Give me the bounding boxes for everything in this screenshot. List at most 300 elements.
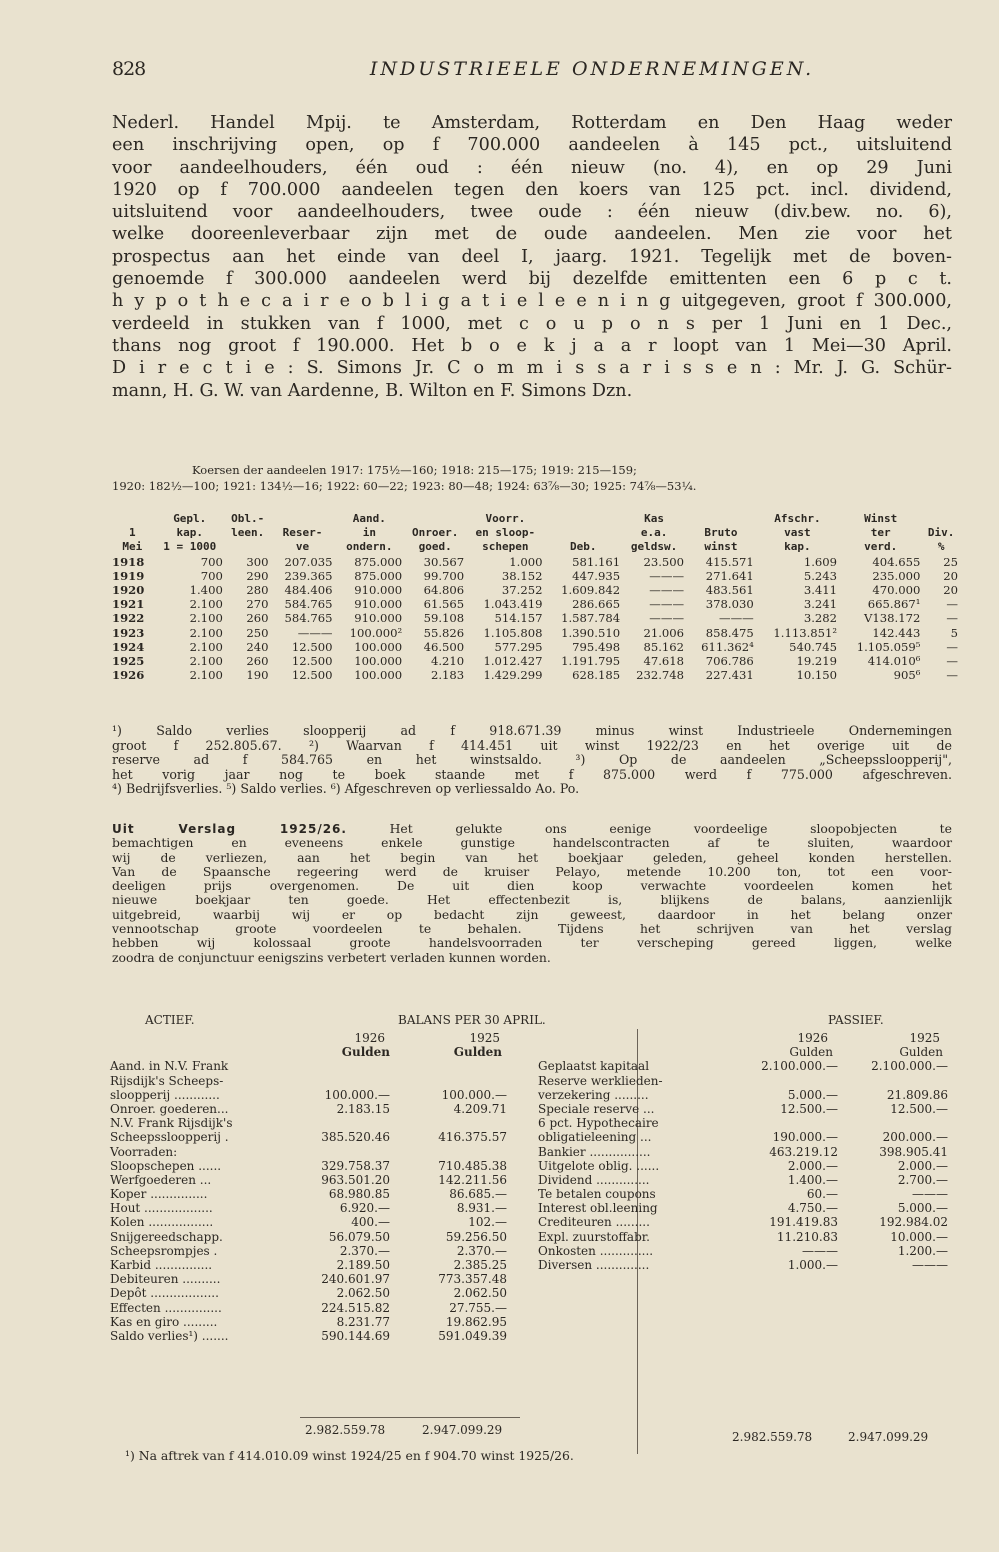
table-cell: 2.100 — [189, 639, 223, 654]
table-cell: 1.400 — [189, 583, 223, 598]
table-cell: 2.100 — [189, 654, 223, 669]
table-cell: 37.252 — [501, 583, 543, 598]
table-header-cell: vast — [784, 526, 811, 540]
balance-row — [110, 1272, 630, 1286]
balance-row — [538, 1102, 958, 1116]
table-cell: 25 — [943, 554, 958, 569]
table-cell: 235.000 — [872, 568, 921, 583]
balance-row — [110, 1286, 630, 1300]
balance-item-label: Uitgelote oblig. ...... — [538, 1158, 660, 1173]
balance-item-label: Werfgoederen ... — [110, 1172, 212, 1187]
table-cell: 2.100 — [189, 668, 223, 683]
table-cell: 3.282 — [803, 611, 838, 626]
year-1925: 1925 — [909, 1031, 940, 1045]
balance-footnote: ¹) Na aftrek van f 414.010.09 winst 1924/25 en f 904.70 winst 1925/26. — [125, 1448, 574, 1463]
table-cell: 1.012.427 — [483, 654, 543, 669]
table-cell: 1.587.784 — [561, 611, 621, 626]
balance-item-label: Scheepsrompjes . — [110, 1243, 218, 1258]
footnote-line: groot f 252.805.67. ²) Waarvan f 414.451 uit winst 1922/23 en het overige uit de — [112, 737, 952, 753]
table-cell: — — [946, 668, 958, 683]
balance-item-label: Dividend .............. — [538, 1172, 650, 1187]
balance-item-label: Speciale reserve ... — [538, 1101, 655, 1116]
table-cell: 483.561 — [705, 583, 754, 598]
intro-line: 1920 op f 700.000 aandeelen tegen den koers van 125 pct. incl. dividend, — [112, 179, 952, 200]
balance-row — [110, 1329, 630, 1343]
balance-row — [538, 1215, 958, 1229]
table-cell: 1.429.299 — [483, 668, 543, 683]
table-cell: 700 — [200, 568, 223, 583]
total-activa-1925: 2.947.099.29 — [422, 1423, 503, 1437]
intro-line: verdeeld in stukken van f 1000, met c o u p o n s per 1 Juni en 1 Dec., — [112, 313, 952, 334]
table-cell: 875.000 — [354, 568, 403, 583]
table-cell: 290 — [246, 568, 269, 583]
table-cell: 1.105.059⁵ — [856, 639, 921, 654]
balance-row — [538, 1130, 958, 1144]
table-cell: 10.150 — [796, 668, 838, 683]
balance-value-1925: 10.000.— — [890, 1229, 948, 1244]
table-header-cell: Voorr. — [485, 512, 526, 525]
financial-history-table — [110, 512, 960, 682]
balance-value-1926: 329.758.37 — [321, 1158, 390, 1173]
table-header-cell: ondern. — [346, 540, 393, 554]
table-cell: — — [946, 611, 958, 626]
table-row — [110, 555, 960, 569]
table-cell: 584.765 — [284, 597, 333, 612]
footnote-line: ⁴) Bedrijfsverlies. ⁵) Saldo verlies. ⁶) Afgeschreven op verliessaldo Ao. Po. — [112, 781, 580, 797]
annual-report-excerpt — [112, 822, 952, 965]
report-line: uitgebreid, waarbij wij er op bedacht zijn geweest, daardoor in het belang onzer — [112, 906, 952, 922]
report-line: bemachtigen en eveneens enkele gunstige handelscontracten af te sluiten, waardoor — [112, 835, 952, 851]
balance-value-1925: 416.375.57 — [438, 1130, 507, 1145]
balance-item-label: Sloopschepen ...... — [110, 1158, 222, 1173]
balance-value-1926: 2.062.50 — [336, 1286, 390, 1301]
table-cell: 207.035 — [284, 554, 333, 569]
table-header-cell: geldsw. — [630, 540, 678, 554]
balance-value-1925: 192.984.02 — [879, 1215, 948, 1230]
year-1926: 1926 — [797, 1031, 828, 1045]
report-line: hebben wij kolossaal groote handelsvoorraden ter verscheping gereed liggen, welke — [112, 935, 952, 951]
balance-value-1925: 710.485.38 — [438, 1158, 507, 1173]
year-1926: 1926 — [354, 1031, 385, 1045]
intro-line: h y p o t h e c a i r e o b l i g a t i e l e e n i n g uitgegeven, groot f 300.000, — [112, 291, 952, 312]
balance-item-label: Scheepssloopperij . — [110, 1130, 229, 1145]
activa-sum-rule — [300, 1417, 520, 1418]
balance-item-label: Kolen ................. — [110, 1215, 214, 1230]
table-cell: 100.000² — [349, 625, 403, 640]
table-header-cell: kap. — [176, 526, 203, 540]
intro-line: genoemde f 300.000 aandeelen werd bij dezelfde emittenten een 6 p c t. — [112, 269, 952, 290]
balance-value-1925: 773.357.48 — [438, 1272, 507, 1287]
intro-line: voor aandeelhouders, één oud : één nieuw (no. 4), en op 29 Juni — [112, 157, 952, 178]
table-cell: 250 — [246, 625, 269, 640]
balance-value-1926: 463.219.12 — [769, 1144, 838, 1159]
balance-item-label: Te betalen coupons — [538, 1187, 656, 1202]
balance-value-1925: 59.256.50 — [445, 1229, 507, 1244]
table-row — [110, 611, 960, 625]
report-text: Het gelukte ons eenige voordeelige sloopobjecten te — [389, 821, 952, 836]
table-cell: 5 — [950, 625, 958, 640]
unit-1926: Gulden — [341, 1045, 390, 1060]
table-cell: 581.161 — [572, 554, 621, 569]
balance-row — [538, 1173, 958, 1187]
table-cell: 910.000 — [354, 597, 403, 612]
table-header-cell: ve — [295, 540, 310, 554]
year-cell: 1923 — [112, 625, 145, 640]
table-row — [110, 626, 960, 640]
balance-item-label: Aand. in N.V. Frank — [110, 1059, 229, 1074]
balance-value-1926: 1.400.— — [787, 1172, 838, 1187]
table-cell: 2.100 — [189, 611, 223, 626]
koersen-line-2: 1920: 182½—100; 1921: 134½—16; 1922: 60—22; 1923: 80—48; 1924: 63⅞—30; 1925: 74⅞—53¼. — [112, 479, 697, 493]
balance-item-label: Kas en giro ......... — [110, 1314, 218, 1329]
balance-item-label: Koper ............... — [110, 1187, 208, 1202]
year-cell: 1920 — [112, 583, 145, 598]
koersen-line-1: Koersen der aandeelen 1917: 175½—160; 1918: 215—175; 1919: 215—159; — [192, 463, 637, 477]
year-1925: 1925 — [469, 1031, 500, 1045]
balance-item-label: Hout .................. — [110, 1201, 213, 1216]
table-cell: 905⁶ — [893, 668, 921, 683]
balance-value-1926: 4.750.— — [787, 1201, 838, 1216]
balance-value-1925: 5.000.— — [897, 1201, 948, 1216]
table-cell: ——— — [649, 568, 685, 583]
balance-row — [538, 1230, 958, 1244]
year-cell: 1919 — [112, 568, 145, 583]
balance-item-label: 6 pct. Hypothecaire — [538, 1116, 659, 1131]
year-cell: 1926 — [112, 668, 145, 683]
table-cell: 1.113.851² — [773, 625, 838, 640]
table-header-cell: Onroer. — [412, 526, 459, 540]
balance-item-label: Reserve werklieden- — [538, 1073, 663, 1088]
report-heading: Uit Verslag 1925/26. — [112, 822, 347, 836]
balance-value-1925: ——— — [912, 1258, 948, 1272]
table-cell: 38.152 — [501, 568, 543, 583]
table-cell: 628.185 — [572, 668, 621, 683]
balance-value-1925: 2.700.— — [897, 1172, 948, 1187]
table-header-cell: Bruto — [704, 526, 738, 540]
table-cell: 100.000 — [354, 639, 403, 654]
table-cell: 20 — [943, 583, 958, 598]
balance-item-label: Snijgereedschapp. — [110, 1229, 223, 1244]
balance-value-1925: 398.905.41 — [879, 1144, 948, 1159]
balance-value-1925: 27.755.— — [449, 1300, 507, 1315]
footnote-line: ¹) Saldo verlies sloopperij ad f 918.671.39 minus winst Industrieele Ondernemingen — [112, 723, 952, 738]
table-cell: 271.641 — [705, 568, 754, 583]
table-cell: 300 — [246, 554, 269, 569]
table-header-cell: schepen — [482, 540, 529, 554]
balance-item-label: Onkosten .............. — [538, 1243, 654, 1258]
table-cell: 260 — [246, 611, 269, 626]
report-first-line — [112, 822, 952, 836]
report-line: Van de Spaansche regeering werd de kruiser Pelayo, metende 10.200 ton, tot een voor- — [112, 863, 952, 879]
table-cell: 239.365 — [284, 568, 333, 583]
table-cell: 100.000 — [354, 654, 403, 669]
balance-value-1925: 102.— — [468, 1215, 507, 1230]
table-cell: ——— — [718, 611, 754, 626]
table-cell: 59.108 — [423, 611, 465, 626]
balance-value-1925: 2.370.— — [456, 1243, 507, 1258]
table-cell: 1.105.808 — [483, 625, 543, 640]
table-cell: V138.172 — [864, 611, 921, 626]
year-cell: 1924 — [112, 639, 145, 654]
table-cell: — — [946, 597, 958, 612]
balance-row — [538, 1187, 958, 1201]
table-header-cell: winst — [704, 540, 738, 554]
balance-value-1925: 2.385.25 — [453, 1258, 507, 1272]
page-number: 828 — [112, 58, 146, 80]
table-header-cell: ter — [870, 526, 891, 540]
table-header-cell — [545, 512, 623, 526]
intro-line: Nederl. Handel Mpij. te Amsterdam, Rotterdam en Den Haag weder — [112, 113, 952, 133]
balance-value-1926: 68.980.85 — [328, 1187, 390, 1202]
balance-sheet — [110, 1005, 955, 1465]
balance-value-1926: 60.— — [806, 1187, 838, 1202]
total-passiva-1926: 2.982.559.78 — [732, 1430, 813, 1444]
balance-value-1925: 200.000.— — [882, 1130, 948, 1145]
balance-value-1925: 2.100.000.— — [871, 1059, 948, 1074]
balance-item-label: Saldo verlies¹) ....... — [110, 1328, 229, 1343]
year-cell: 1925 — [112, 654, 145, 669]
table-row — [110, 640, 960, 654]
table-header-cell: in — [362, 526, 376, 540]
table-cell: 227.431 — [705, 668, 754, 683]
table-cell: ——— — [649, 597, 685, 612]
intro-line: thans nog groot f 190.000. Het b o e k j a a r loopt van 1 Mei—30 April. — [112, 335, 952, 356]
total-passiva-1925: 2.947.099.29 — [848, 1430, 929, 1444]
table-header-row — [110, 540, 960, 554]
table-row — [110, 654, 960, 668]
table-header-cell: Kas — [644, 512, 665, 525]
table-header-cell: Aand. — [352, 512, 386, 525]
report-line: wij de verliezen, aan het begin van het boekjaar geleden, geheel konden herstellen. — [112, 849, 952, 865]
balance-value-1925: 12.500.— — [890, 1101, 948, 1116]
share-price-history — [112, 462, 952, 494]
balance-value-1925: 142.211.56 — [438, 1172, 507, 1187]
table-cell: 232.748 — [636, 668, 685, 683]
table-cell: 795.498 — [572, 639, 621, 654]
balance-row — [538, 1201, 958, 1215]
table-cell: 447.935 — [572, 568, 621, 583]
table-cell: 12.500 — [291, 654, 333, 669]
balance-value-1925: 2.062.50 — [453, 1286, 507, 1301]
balance-title-row — [110, 1013, 955, 1029]
table-header-cell: Deb. — [570, 540, 597, 554]
page-header — [112, 58, 952, 88]
table-header-cell: e.a. — [640, 526, 668, 540]
table-cell: 21.006 — [643, 625, 685, 640]
table-header-row — [110, 526, 960, 540]
balance-item-label: verzekering ......... — [538, 1087, 649, 1102]
table-cell: 270 — [246, 597, 269, 612]
table-cell: 2.183 — [430, 668, 465, 683]
passiva-label: PASSIEF. — [828, 1013, 884, 1027]
balance-item-label: Interest obl.leening — [538, 1201, 658, 1216]
table-header-cell — [225, 540, 271, 554]
table-cell: 514.157 — [494, 611, 543, 626]
balance-value-1926: 100.000.— — [324, 1087, 390, 1102]
table-cell: 100.000 — [354, 668, 403, 683]
balance-value-1926: 240.601.97 — [321, 1272, 390, 1287]
report-line: deeligen prijs overgenomen. De uit dien koop verwachte voordeelen komen het — [112, 878, 952, 894]
balance-row — [538, 1145, 958, 1159]
table-cell: 665.867¹ — [867, 597, 921, 612]
table-cell: 706.786 — [705, 654, 754, 669]
balance-value-1925: 21.809.86 — [886, 1087, 948, 1102]
table-header-cell: en sloop- — [475, 526, 536, 540]
running-title: INDUSTRIEELE ONDERNEMINGEN. — [369, 58, 815, 80]
balance-value-1925: 19.862.95 — [445, 1314, 507, 1329]
table-cell: 12.500 — [291, 668, 333, 683]
footnote-line: reserve ad f 584.765 en het winstsaldo. ³) Op de aandeelen „Scheepssloopperij", — [112, 752, 952, 768]
balance-item-label: N.V. Frank Rijsdijk's — [110, 1116, 233, 1131]
balance-value-1925: 1.200.— — [897, 1243, 948, 1258]
balance-value-1926: 2.100.000.— — [761, 1059, 838, 1074]
balance-row — [538, 1258, 958, 1272]
table-cell: 1.390.510 — [561, 625, 621, 640]
table-cell: 540.745 — [789, 639, 838, 654]
balance-value-1926: 224.515.82 — [321, 1300, 390, 1315]
table-cell: 190 — [246, 668, 269, 683]
balance-value-1926: 2.000.— — [787, 1158, 838, 1173]
year-row — [538, 1031, 958, 1045]
year-cell: 1922 — [112, 611, 145, 626]
table-cell: 414.010⁶ — [867, 654, 921, 669]
unit-1925: Gulden — [453, 1045, 502, 1060]
intro-line: welke dooreenleverbaar zijn met de oude aandeelen. Men zie voor het — [112, 224, 952, 245]
table-header-cell: verd. — [864, 540, 898, 554]
table-cell: 584.765 — [284, 611, 333, 626]
table-cell: 5.243 — [803, 568, 838, 583]
table-header-cell: Div. — [927, 526, 955, 540]
year-cell: 1918 — [112, 554, 145, 569]
table-header-cell — [271, 512, 335, 526]
table-cell: 378.030 — [705, 597, 754, 612]
table-header-cell — [545, 526, 623, 540]
balance-value-1926: 1.000.— — [787, 1258, 838, 1272]
balance-value-1926: 385.520.46 — [321, 1130, 390, 1145]
balance-value-1925: 8.931.— — [456, 1201, 507, 1216]
report-line: zoodra de conjunctuur eenigszins verbetert verladen kunnen worden. — [112, 949, 551, 965]
balance-value-1925: 4.209.71 — [453, 1101, 507, 1116]
table-cell: 47.618 — [643, 654, 685, 669]
table-header-cell: Gepl. — [173, 512, 207, 525]
intro-line: prospectus aan het einde van deel I, jaarg. 1921. Tegelijk met de boven- — [112, 246, 952, 267]
balance-value-1926: 2.189.50 — [336, 1258, 390, 1272]
balance-value-1926: 56.079.50 — [328, 1229, 390, 1244]
balance-value-1926: 8.231.77 — [336, 1314, 390, 1329]
table-row — [110, 597, 960, 611]
table-cell: 4.210 — [430, 654, 465, 669]
balance-title: BALANS PER 30 APRIL. — [398, 1013, 546, 1027]
balance-value-1926: 400.— — [351, 1215, 390, 1230]
table-row — [110, 583, 960, 597]
table-header-cell — [404, 512, 466, 526]
activa-label: ACTIEF. — [145, 1013, 195, 1027]
footnote-line: het vorig jaar nog te boek staande met f 875.000 werd f 775.000 afgeschreven. — [112, 766, 952, 782]
table-cell: 61.565 — [423, 597, 465, 612]
balance-value-1926: 6.920.— — [339, 1201, 390, 1216]
unit-row — [538, 1045, 958, 1059]
table-cell: 470.000 — [872, 583, 921, 598]
table-cell: 484.406 — [284, 583, 333, 598]
table-header-cell: kap. — [784, 540, 811, 554]
table-cell: 260 — [246, 654, 269, 669]
report-line: vennootschap groote voordeelen te behalen. Tijdens het schrijven van het verslag — [112, 921, 952, 937]
table-cell: 2.100 — [189, 625, 223, 640]
table-cell: — — [946, 639, 958, 654]
balance-value-1926: ——— — [802, 1243, 838, 1258]
table-header-cell: % — [937, 540, 945, 554]
balance-value-1926: 2.183.15 — [336, 1101, 390, 1116]
intro-line: een inschrijving open, op f 700.000 aandeelen à 145 pct., uitsluitend — [112, 135, 952, 156]
balance-item-label: Karbid ............... — [110, 1258, 213, 1272]
balance-value-1926: 2.370.— — [339, 1243, 390, 1258]
balance-item-label: sloopperij ............ — [110, 1087, 220, 1102]
table-cell: 142.443 — [872, 625, 921, 640]
table-header-cell: Obl.- — [231, 512, 265, 525]
balance-row — [538, 1088, 958, 1102]
balance-value-1926: 191.419.83 — [769, 1215, 838, 1230]
table-cell: 20 — [943, 568, 958, 583]
balance-value-1925: 86.685.— — [449, 1187, 507, 1202]
table-cell: 910.000 — [354, 611, 403, 626]
balance-item-label: Expl. zuurstoffabr. — [538, 1229, 650, 1244]
table-cell: 64.806 — [423, 583, 465, 598]
table-header-cell: goed. — [418, 540, 452, 554]
balance-row — [538, 1244, 958, 1258]
table-cell: — — [946, 654, 958, 669]
balance-row — [538, 1116, 958, 1130]
table-cell: 23.500 — [643, 554, 685, 569]
total-activa-1926: 2.982.559.78 — [305, 1423, 386, 1437]
table-cell: 55.826 — [423, 625, 465, 640]
table-cell: 1.609 — [803, 554, 838, 569]
report-line: nieuwe boekjaar ten goede. Het effectenbezit is, blijkens de balans, aanzienlijk — [112, 892, 952, 908]
table-header-cell: Winst — [864, 512, 898, 525]
balance-value-1925: 2.000.— — [897, 1158, 948, 1173]
balance-item-label: obligatieleening ... — [538, 1130, 652, 1145]
balance-item-label: Effecten ............... — [110, 1300, 222, 1315]
table-cell: 99.700 — [423, 568, 465, 583]
balance-item-label: Rijsdijk's Scheeps- — [110, 1073, 224, 1088]
table-cell: 1.000 — [509, 554, 543, 569]
balance-value-1926: 590.144.69 — [321, 1328, 390, 1343]
table-header-row — [110, 512, 960, 526]
table-cell: 2.100 — [189, 597, 223, 612]
intro-line: D i r e c t i e : S. Simons Jr. C o m m i s s a r i s s e n : Mr. J. G. Schür- — [112, 358, 952, 379]
balance-value-1926: 5.000.— — [787, 1087, 838, 1102]
table-cell: 910.000 — [354, 583, 403, 598]
balance-item-label: Diversen .............. — [538, 1258, 650, 1272]
table-header-cell — [686, 512, 756, 526]
passiva-column — [538, 1031, 958, 1272]
table-cell: 1.609.842 — [561, 583, 621, 598]
balance-value-1925: 591.049.39 — [438, 1328, 507, 1343]
table-cell: 577.295 — [494, 639, 543, 654]
balance-item-label: Onroer. goederen... — [110, 1101, 229, 1116]
balance-value-1926: 12.500.— — [780, 1101, 838, 1116]
table-cell: ——— — [649, 611, 685, 626]
table-row — [110, 569, 960, 583]
balance-item-label: Debiteuren .......... — [110, 1272, 221, 1287]
balance-row — [538, 1059, 958, 1073]
year-cell: 1921 — [112, 597, 145, 612]
table-cell: 1.043.419 — [483, 597, 543, 612]
table-footnotes — [112, 724, 952, 797]
table-header-cell: 1 = 1000 — [163, 540, 217, 554]
table-header-cell: 1 — [129, 526, 136, 540]
table-cell: 85.162 — [643, 639, 685, 654]
balance-item-label: Voorraden: — [110, 1144, 178, 1159]
